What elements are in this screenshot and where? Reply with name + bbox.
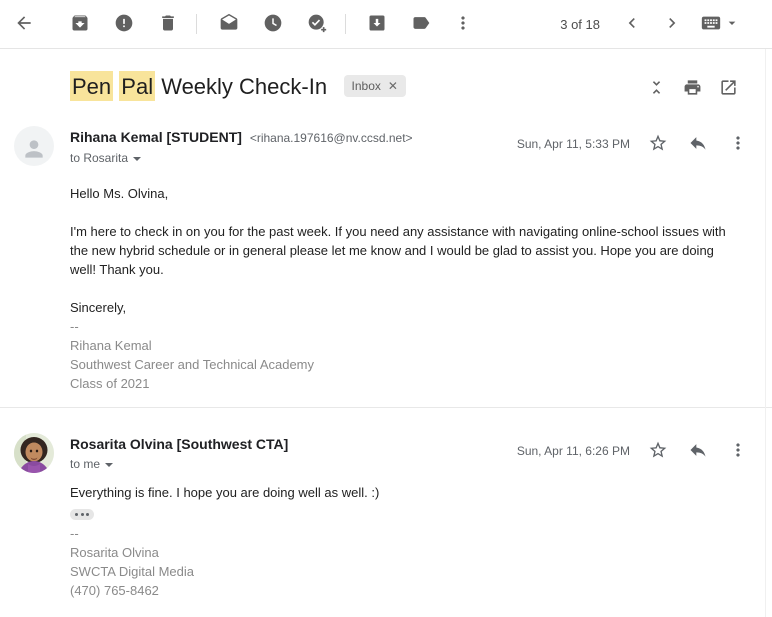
dropdown-arrow-icon <box>722 15 740 34</box>
toolbar-divider <box>196 14 197 34</box>
star-button[interactable] <box>638 433 678 469</box>
thread-subject: Pen Pal Weekly Check-In <box>70 74 327 99</box>
signature-phone: (470) 765-8462 <box>70 583 159 598</box>
inbox-label-chip[interactable] <box>344 75 406 97</box>
sender-avatar[interactable] <box>14 433 54 473</box>
email-message <box>0 126 772 393</box>
delete-button[interactable] <box>146 0 190 48</box>
snooze-button[interactable] <box>251 0 295 48</box>
labels-button[interactable] <box>399 0 443 48</box>
signature-title: SWCTA Digital Media <box>70 564 195 579</box>
recipient-details-toggle[interactable]: to Rosarita <box>70 151 413 165</box>
vertical-dots-icon <box>453 13 473 36</box>
body-closing: Sincerely, <box>70 300 127 315</box>
body-paragraph: Everything is fine. I hope you are doing well as well. :) <box>70 485 380 500</box>
person-icon <box>21 130 47 162</box>
collapse-all-button[interactable] <box>638 71 674 107</box>
remove-label-icon[interactable]: ✕ <box>387 79 398 93</box>
search-highlight: Pen <box>70 71 113 101</box>
message-divider <box>0 407 772 408</box>
signature-name: Rosarita Olvina <box>70 545 159 560</box>
subject-row <box>0 49 772 100</box>
signature-name: Rihana Kemal <box>70 338 152 353</box>
star-outline-icon <box>648 133 668 156</box>
reply-button[interactable] <box>678 126 718 162</box>
sender-name: Rihana Kemal [STUDENT] <box>70 129 242 145</box>
add-to-tasks-button[interactable] <box>295 0 339 48</box>
sender-avatar[interactable] <box>14 126 54 166</box>
external-link-icon <box>719 78 738 100</box>
chevron-right-icon <box>662 13 682 36</box>
pagination-counter: 3 of 18 <box>560 16 600 32</box>
older-conversation-button[interactable] <box>652 0 692 48</box>
star-outline-icon <box>648 440 668 463</box>
envelope-open-icon <box>219 13 239 36</box>
mark-unread-button[interactable] <box>207 0 251 48</box>
reply-icon <box>688 440 708 463</box>
report-spam-icon <box>114 13 134 36</box>
back-to-inbox-button[interactable] <box>2 0 46 48</box>
newer-conversation-button[interactable] <box>612 0 652 48</box>
open-in-new-window-button[interactable] <box>710 71 746 107</box>
signature-school: Southwest Career and Technical Academy <box>70 357 315 372</box>
body-paragraph: I'm here to check in on you for the past week. If you need any assistance with navigating online-school issues with the new hybrid schedule or in general please let me know and I would be glad to assist you. Hope you are doing well! Thank you. <box>70 224 726 277</box>
move-to-button[interactable] <box>355 0 399 48</box>
sender-name: Rosarita Olvina [Southwest CTA] <box>70 436 289 452</box>
thread-toolbar <box>0 0 772 49</box>
label-icon <box>411 13 431 36</box>
subject-actions <box>638 71 746 107</box>
keyboard-icon <box>700 12 722 37</box>
arrow-left-icon <box>14 13 34 36</box>
show-trimmed-content-button[interactable] <box>70 509 94 520</box>
message-date: Sun, Apr 11, 5:33 PM <box>516 137 630 151</box>
recipient-details-toggle[interactable]: to me <box>70 457 288 471</box>
report-spam-button[interactable] <box>102 0 146 48</box>
clock-icon <box>263 13 283 36</box>
body-greeting: Hello Ms. Olvina, <box>70 186 169 201</box>
profile-photo <box>14 433 54 473</box>
sender-info <box>70 126 413 165</box>
check-circle-plus-icon <box>307 13 327 36</box>
print-button[interactable] <box>674 71 710 107</box>
more-options-button[interactable] <box>443 0 483 48</box>
message-body <box>70 483 738 600</box>
email-message <box>0 433 772 600</box>
signature-separator: -- <box>70 526 79 541</box>
archive-button[interactable] <box>58 0 102 48</box>
dropdown-arrow-icon <box>133 157 141 161</box>
inbox-label-text: Inbox <box>351 79 381 93</box>
vertical-dots-icon <box>728 133 748 156</box>
message-body <box>70 184 738 393</box>
vertical-dots-icon <box>728 440 748 463</box>
message-more-button[interactable] <box>718 433 758 469</box>
signature-separator: -- <box>70 319 79 334</box>
dropdown-arrow-icon <box>105 463 113 467</box>
trash-icon <box>158 13 178 36</box>
message-meta <box>517 126 758 162</box>
unfold-less-icon <box>647 78 666 100</box>
chevron-left-icon <box>622 13 642 36</box>
message-more-button[interactable] <box>718 126 758 162</box>
message-date: Sun, Apr 11, 6:26 PM <box>516 444 630 458</box>
sender-info <box>70 433 288 471</box>
input-tools-button[interactable] <box>692 0 748 48</box>
message-meta <box>517 433 758 469</box>
reply-icon <box>688 133 708 156</box>
sender-email: <rihana.197616@nv.ccsd.net> <box>249 131 413 145</box>
star-button[interactable] <box>638 126 678 162</box>
archive-icon <box>70 13 90 36</box>
printer-icon <box>683 78 702 100</box>
reply-button[interactable] <box>678 433 718 469</box>
pane-edge <box>765 49 766 617</box>
move-to-icon <box>367 13 387 36</box>
signature-class: Class of 2021 <box>70 376 150 391</box>
search-highlight: Pal <box>119 71 155 101</box>
message-header[interactable] <box>14 433 758 473</box>
toolbar-divider <box>345 14 346 34</box>
message-header[interactable] <box>14 126 758 166</box>
